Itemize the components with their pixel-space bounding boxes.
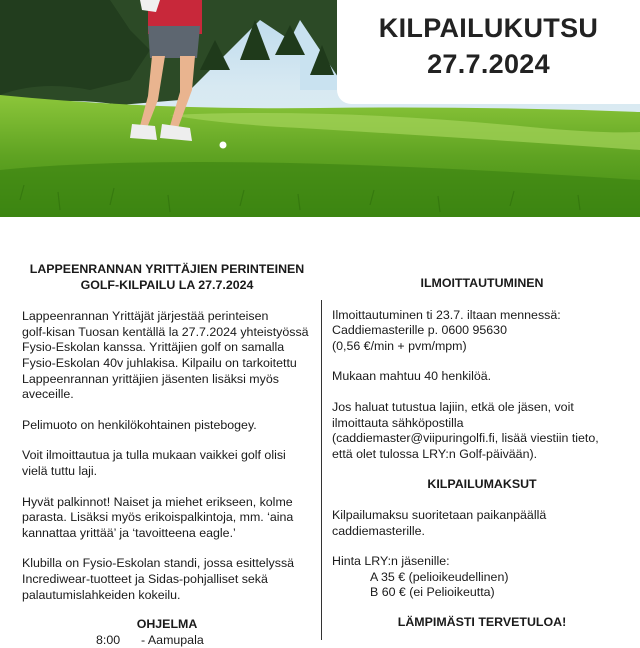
event-date: 27.7.2024 — [427, 49, 550, 79]
intro-paragraph: Lappeenrannan Yrittäjät järjestää perinteisen golf-kisan Tuosan kentällä la 27.7.2024 yhteistyössä Fysio-Eskolan kanssa. Yrittäjien golf on samalla Fysio-Eskolan 40v juhlakisa. Kilpailu on tarkoitettu Lappeenrannan yrittäjien jäsenten lisäksi myös aveceille. — [22, 309, 309, 402]
welcome-text: LÄMPIMÄSTI TERVETULOA! — [397, 614, 567, 629]
stand-paragraph: Klubilla on Fysio-Eskolan standi, jossa esittelyssä Incrediwear-tuotteet ja Sidas-pohjalliset sekä palautumislahkeiden kokeilu. — [22, 556, 295, 602]
right-column — [332, 276, 632, 631]
page-title: KILPAILUKUTSU — [378, 13, 599, 43]
join-paragraph: Voit ilmoittautua ja tulla mukaan vaikkei golf olisi vielä tuttu laji. — [22, 448, 286, 478]
fees-paragraph: Kilpailumaksu suoritetaan paikanpäällä caddiemasterille. — [332, 507, 547, 538]
price-b: B 60 € (ei Pelioikeutta) — [370, 585, 495, 600]
left-heading-line2: GOLF-KILPAILU LA 27.7.2024 — [80, 277, 254, 292]
fees-heading: KILPAILUMAKSUT — [427, 477, 537, 492]
left-column — [22, 262, 312, 648]
program-heading: OHJELMA — [136, 617, 198, 632]
program-time: 8:00 — [96, 632, 121, 647]
non-member-paragraph: Jos haluat tutustua lajiin, etkä ole jäsen, voit ilmoittauta sähköpostilla (caddiemaster@viipuringolfi.fi, lisää viestiin tieto, että olet tulossa LRY:n Golf-päivään). — [332, 399, 599, 461]
title-box — [337, 0, 640, 104]
hero-photo — [0, 0, 640, 217]
prizes-paragraph: Hyvät palkinnot! Naiset ja miehet erikseen, kolme parasta. Lisäksi myös erikoispalkintoja, mm. ‘aina kannattaa yrittää’ ja ‘tavoitteena eagle.’ — [22, 494, 294, 540]
registration-heading: ILMOITTAUTUMINEN — [420, 276, 544, 290]
column-divider — [321, 300, 322, 640]
game-format-paragraph: Pelimuoto on henkilökohtainen pistebogey. — [22, 417, 257, 432]
price-a: A 35 € (pelioikeudellinen) — [370, 569, 509, 584]
program-item: - Aamupala — [141, 632, 204, 647]
capacity-paragraph: Mukaan mahtuu 40 henkilöä. — [332, 369, 492, 384]
left-heading-line1: LAPPEENRANNAN YRITTÄJIEN PERINTEINEN — [29, 262, 305, 276]
price-heading: Hinta LRY:n jäsenille: — [332, 554, 450, 569]
registration-paragraph: Ilmoittautuminen ti 23.7. iltaan mennessä: Caddiemasterille p. 0600 95630 (0,56 €/min + pvm/mpm) — [332, 307, 561, 353]
program-row — [22, 633, 312, 648]
